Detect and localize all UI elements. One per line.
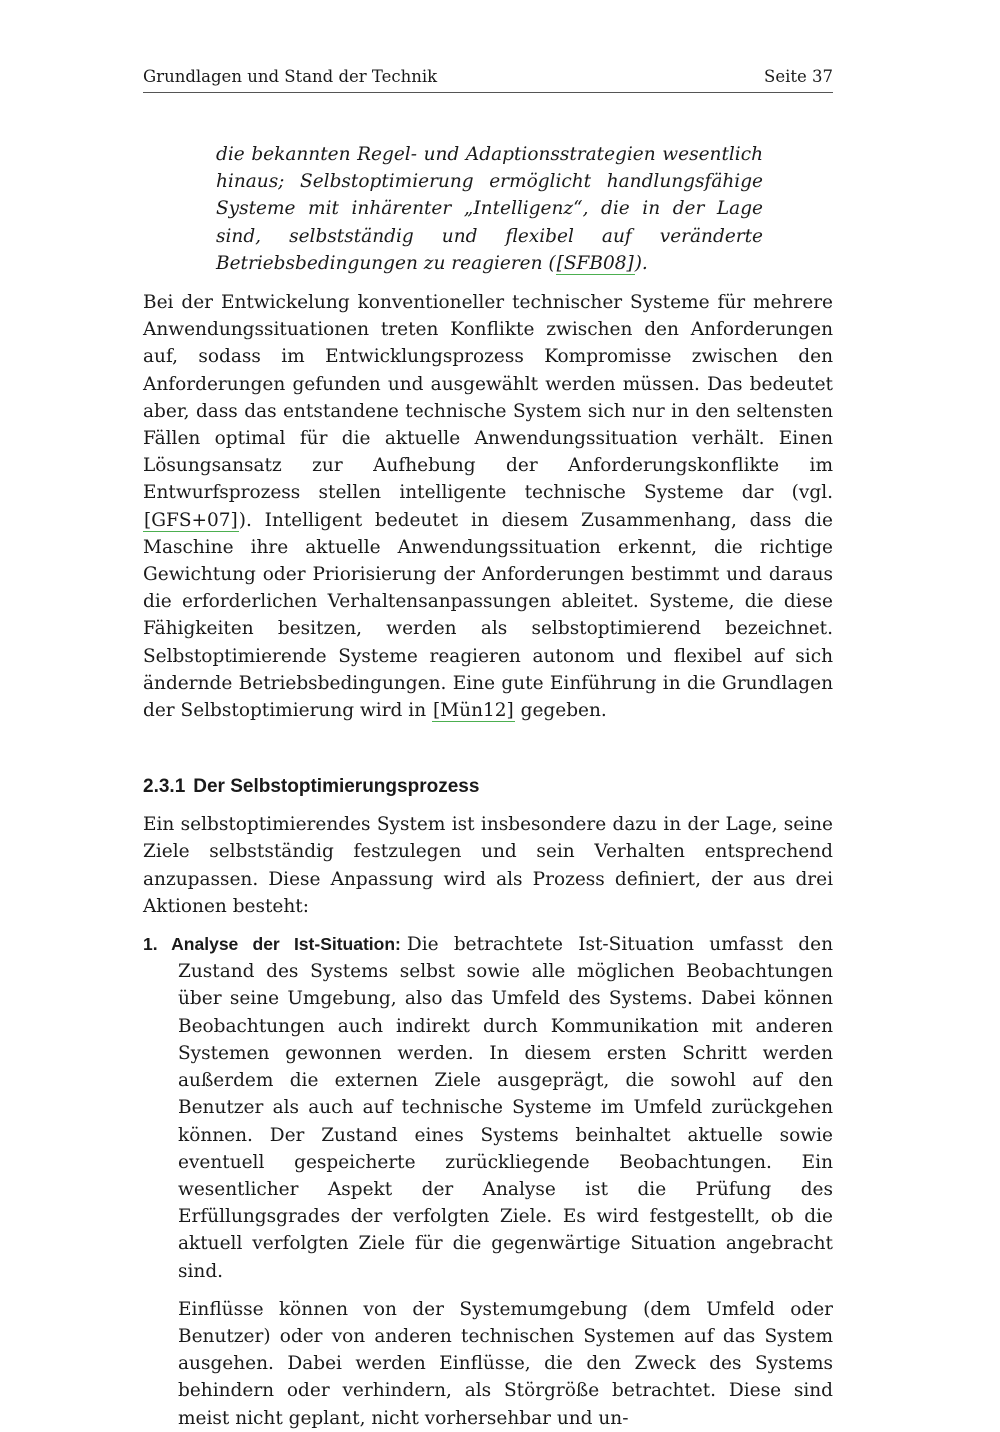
page-content bbox=[143, 141, 833, 1432]
quote-text: die bekannten Regel- und Adaptionsstrategien wesentlich hinaus; Selbstoptimierung ermöglicht handlungsfähige Systeme mit inhärenter „Intelligenz“, die in der Lage sind, selbstständig und flexibel auf veränderte Betriebsbedingungen zu reagieren ( bbox=[216, 144, 763, 274]
paragraph1-part2: ). Intelligent bedeutet in diesem Zusammenhang, dass die Maschine ihre aktuelle Anwendungssituation erkennt, die richtige Gewichtung oder Priorisierung der Anforderungen bestimmt und daraus die erforderlichen Verhaltensanpassungen ableitet. Systeme, die diese Fähigkeiten besitzen, werden als selbstoptimierend bezeichnet. Selbstoptimierende Systeme reagieren autonom und flexibel auf sich ändernde Betriebsbedingungen. Eine gute Einführung in die Grundlagen der Selbstoptimierung wird in bbox=[143, 509, 833, 722]
list-item-text: Die betrachtete Ist-Situation umfasst den Zustand des Systems selbst sowie alle möglichen Beobachtungen über seine Umgebung, also das Umfeld des Systems. Dabei können Beobachtungen auch indirekt durch Kommunikation mit anderen Systemen gewonnen werden. In diesem ersten Schritt werden außerdem die externen Ziele ausgeprägt, die sowohl auf den Benutzer als auch auf technische Systeme im Umfeld zurückgehen können. Der Zustand eines Systems beinhaltet aktuelle sowie eventuell gespeicherte zurückliegende Beobachtungen. Ein wesentlicher Aspekt der Analyse ist die Prüfung des Erfüllungsgrades der verfolgten Ziele. Es wird festgestellt, ob die aktuell verfolgten Ziele für die gegenwärtige Situation angebracht sind. bbox=[178, 934, 833, 1282]
paragraph1-part3: gegeben. bbox=[514, 700, 607, 722]
list-item-analysis bbox=[143, 931, 833, 1432]
citation-link-muen12[interactable]: [Mün12] bbox=[433, 700, 514, 722]
section-number: 2.3.1 bbox=[143, 776, 186, 798]
block-quote bbox=[216, 141, 763, 277]
list-item-label: 1. Analyse der Ist-Situation: bbox=[143, 934, 401, 955]
citation-link-gfs07[interactable]: [GFS+07] bbox=[144, 509, 238, 531]
list-item-continuation: Einflüsse können von der Systemumgebung (dem Umfeld oder Benutzer) oder von anderen technischen Systemen auf das System ausgehen. Dabei werden Einflüsse, die den Zweck des Systems behindern oder verhindern, als Störgröße betrachtet. Diese sind meist nicht geplant, nicht vorhersehbar und un- bbox=[178, 1298, 833, 1429]
page-number: Seite 37 bbox=[764, 67, 833, 86]
quote-tail: ). bbox=[634, 252, 648, 274]
section-heading bbox=[143, 774, 833, 800]
section-title: Der Selbstoptimierungsprozess bbox=[193, 776, 480, 798]
running-header-chapter: Grundlagen und Stand der Technik bbox=[143, 67, 438, 86]
paragraph-intelligent-systems bbox=[143, 289, 833, 724]
page-header bbox=[143, 66, 833, 93]
citation-link-sfb08[interactable]: [SFB08] bbox=[556, 252, 634, 274]
paragraph-process-intro: Ein selbstoptimierendes System ist insbesondere dazu in der Lage, seine Ziele selbstständig festzulegen und sein Verhalten entsprechend anzupassen. Diese Anpassung wird als Prozess definiert, der aus drei Aktionen besteht: bbox=[143, 814, 833, 917]
paragraph1-part1: Bei der Entwickelung konventioneller technischer Systeme für mehrere Anwendungssituationen treten Konflikte zwischen den Anforderungen auf, sodass im Entwicklungsprozess Kompromisse zwischen den Anforderungen gefunden und ausgewählt werden müssen. Das bedeutet aber, dass das entstandene technische System sich nur in den seltensten Fällen optimal für die aktuelle Anwendungssituation verhält. Einen Lösungsansatz zur Aufhebung der Anforderungskonflikte im Entwurfsprozess stellen intelligente technische Systeme dar (vgl. bbox=[143, 292, 833, 504]
